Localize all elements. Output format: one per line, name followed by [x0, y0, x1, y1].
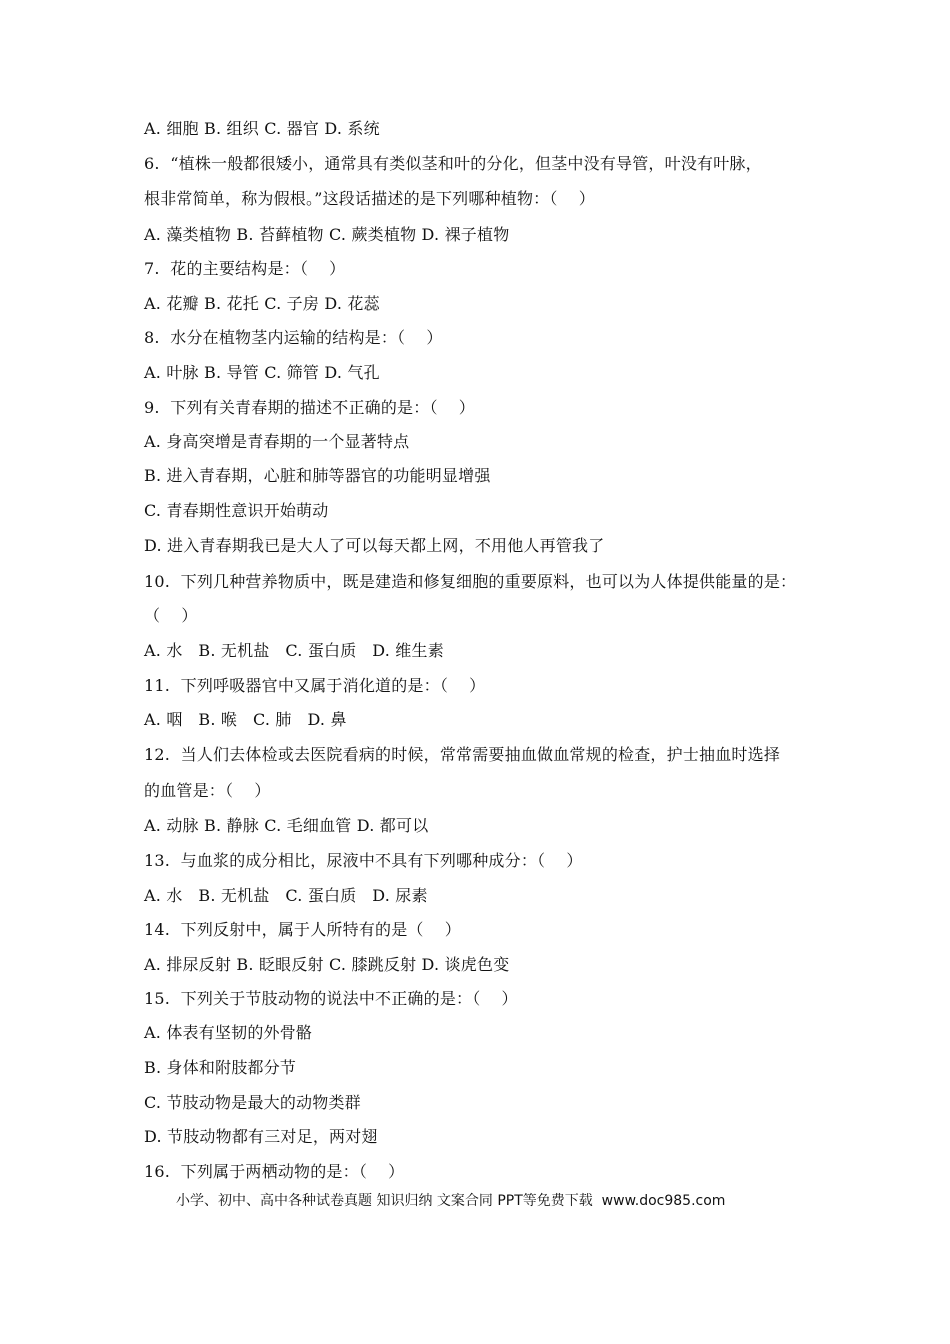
answer-option-q9-d: D. 进入青春期我已是大人了可以每天都上网，不用他人再管我了 [144, 536, 605, 555]
answer-option-q15-a: A. 体表有坚韧的外骨骼 [144, 1023, 313, 1042]
question-6-line-2: 根非常简单，称为假根。”这段话描述的是下列哪种植物：（ ） [144, 189, 595, 208]
question-12-line-1: 12. 当人们去体检或去医院看病的时候，常常需要抽血做血常规的检查，护士抽血时选择 [144, 745, 781, 764]
question-6-line-1: 6. “植株一般都很矮小，通常具有类似茎和叶的分化，但茎中没有导管，叶没有叶脉， [144, 154, 762, 173]
answer-options-q12: A. 动脉 B. 静脉 C. 毛细血管 D. 都可以 [144, 816, 429, 835]
answer-options-q14: A. 排尿反射 B. 眨眼反射 C. 膝跳反射 D. 谈虎色变 [144, 955, 510, 974]
answer-options-q13: A. 水 B. 无机盐 C. 蛋白质 D. 尿素 [144, 886, 428, 905]
answer-options-q5: A. 细胞 B. 组织 C. 器官 D. 系统 [144, 119, 380, 138]
question-10-line-2: （ ） [144, 606, 198, 625]
question-10-line-1: 10. 下列几种营养物质中，既是建造和修复细胞的重要原料，也可以为人体提供能量的是： [144, 572, 797, 591]
answer-options-q11: A. 咽 B. 喉 C. 肺 D. 鼻 [144, 710, 347, 729]
answer-options-q8: A. 叶脉 B. 导管 C. 筛管 D. 气孔 [144, 363, 380, 382]
answer-option-q15-c: C. 节肢动物是最大的动物类群 [144, 1093, 361, 1112]
page-footer: 小学、初中、高中各种试卷真题 知识归纳 文案合同 PPT等免费下载 www.doc985.com [176, 1193, 726, 1209]
answer-option-q15-d: D. 节肢动物都有三对足，两对翅 [144, 1127, 378, 1146]
question-14: 14. 下列反射中，属于人所特有的是（ ） [144, 920, 461, 939]
question-12-line-2: 的血管是：（ ） [144, 781, 271, 800]
question-8: 8. 水分在植物茎内运输的结构是：（ ） [144, 328, 443, 347]
question-13: 13. 与血浆的成分相比，尿液中不具有下列哪种成分：（ ） [144, 851, 583, 870]
question-11: 11. 下列呼吸器官中又属于消化道的是：（ ） [144, 676, 486, 695]
question-9: 9. 下列有关青春期的描述不正确的是：（ ） [144, 398, 475, 417]
question-7: 7. 花的主要结构是：（ ） [144, 259, 346, 278]
question-16: 16. 下列属于两栖动物的是：（ ） [144, 1162, 405, 1181]
answer-options-q10: A. 水 B. 无机盐 C. 蛋白质 D. 维生素 [144, 641, 444, 660]
answer-option-q15-b: B. 身体和附肢都分节 [144, 1058, 297, 1077]
answer-options-q7: A. 花瓣 B. 花托 C. 子房 D. 花蕊 [144, 294, 380, 313]
answer-option-q9-a: A. 身高突增是青春期的一个显著特点 [144, 432, 410, 451]
answer-option-q9-c: C. 青春期性意识开始萌动 [144, 501, 329, 520]
answer-options-q6: A. 藻类植物 B. 苔藓植物 C. 蕨类植物 D. 裸子植物 [144, 225, 510, 244]
question-15: 15. 下列关于节肢动物的说法中不正确的是：（ ） [144, 989, 518, 1008]
answer-option-q9-b: B. 进入青春期，心脏和肺等器官的功能明显增强 [144, 466, 491, 485]
